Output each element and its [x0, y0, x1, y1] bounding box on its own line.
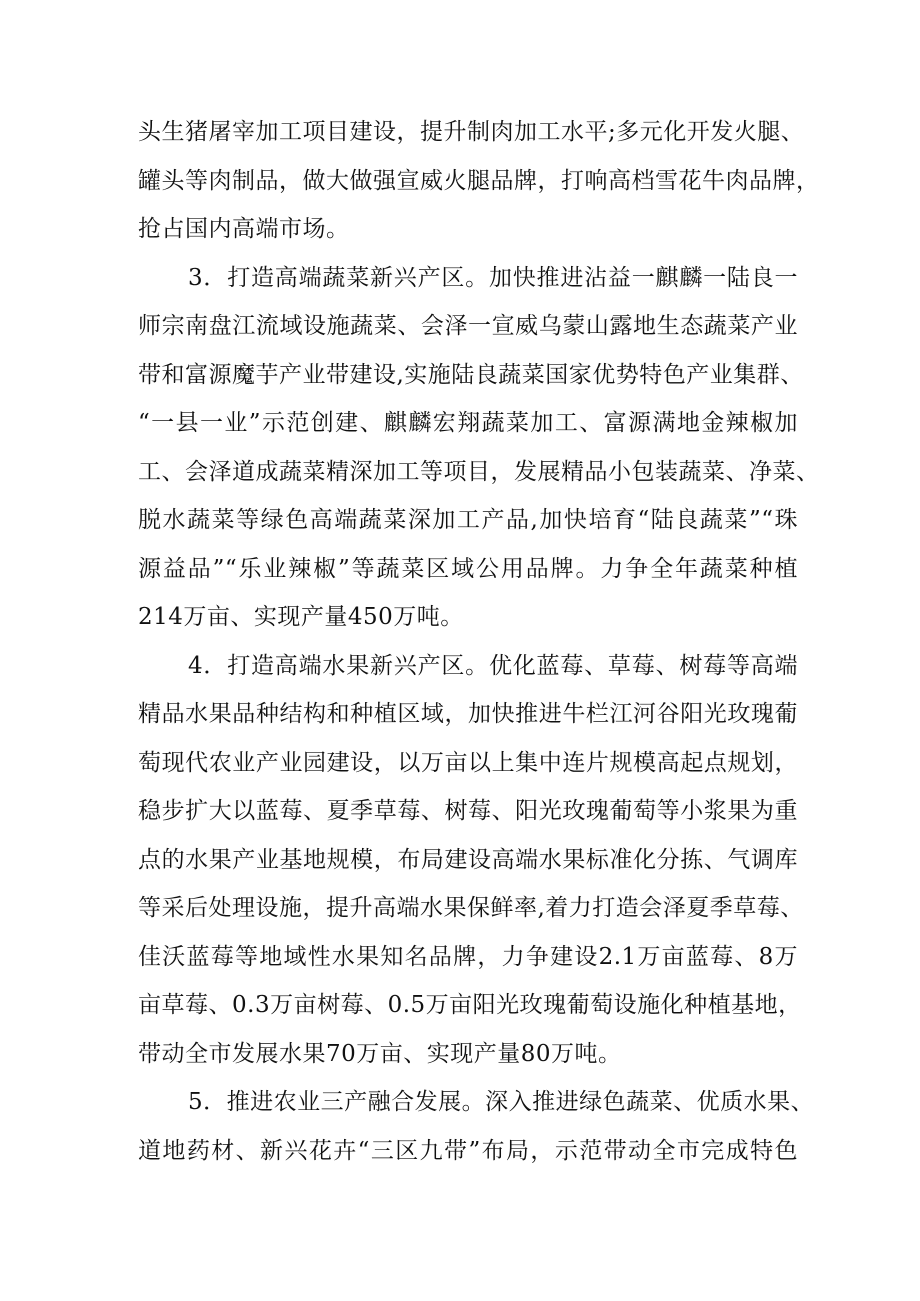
- text-line: 佳沃蓝莓等地域性水果知名品牌，力争建设2.1万亩蓝莓、8万: [138, 944, 798, 970]
- text-line: 道地药材、新兴花卉“三区九带”布局，示范带动全市完成特色: [138, 1138, 798, 1164]
- text-line: 源益品”“乐业辣椒”等蔬菜区域公用品牌。力争全年蔬菜种植: [138, 556, 798, 582]
- text-line: “一县一业”示范创建、麒麟宏翔蔬菜加工、富源满地金辣椒加: [138, 410, 798, 436]
- text-line: 抢占国内高端市场。: [138, 216, 350, 242]
- text-line: 等采后处理设施，提升高端水果保鲜率,着力打造会泽夏季草莓、: [138, 895, 804, 921]
- text-line: 工、会泽道成蔬菜精深加工等项目，发展精品小包装蔬菜、净菜、: [138, 459, 820, 485]
- paragraph-heading-line: 5．推进农业三产融合发展。深入推进绿色蔬菜、优质水果、: [188, 1089, 815, 1115]
- paragraph-heading-line: 4．打造高端水果新兴产区。优化蓝莓、草莓、树莓等高端: [188, 653, 798, 679]
- text-line: 萄现代农业产业园建设，以万亩以上集中连片规模高起点规划，: [138, 750, 798, 776]
- text-line: 罐头等肉制品，做大做强宣威火腿品牌，打响高档雪花牛肉品牌，: [138, 168, 820, 194]
- text-line: 带动全市发展水果70万亩、实现产量80万吨。: [138, 1041, 622, 1067]
- text-line: 稳步扩大以蓝莓、夏季草莓、树莓、阳光玫瑰葡萄等小浆果为重: [138, 798, 798, 824]
- text-line: 亩草莓、0.3万亩树莓、0.5万亩阳光玫瑰葡萄设施化种植基地，: [138, 992, 802, 1018]
- paragraph-heading-line: 3．打造高端蔬菜新兴产区。加快推进沾益一麒麟一陆良一: [188, 265, 798, 291]
- text-line: 带和富源魔芋产业带建设,实施陆良蔬菜国家优势特色产业集群、: [138, 362, 804, 388]
- text-line: 214万亩、实现产量450万吨。: [138, 604, 464, 630]
- text-line: 师宗南盘江流域设施蔬菜、会泽一宣威乌蒙山露地生态蔬菜产业: [138, 313, 798, 339]
- text-line: 头生猪屠宰加工项目建设，提升制肉加工水平;多元化开发火腿、: [138, 119, 805, 145]
- text-line: 脱水蔬菜等绿色高端蔬菜深加工产品,加快培育“陆良蔬菜”“珠: [138, 507, 798, 533]
- text-line: 点的水果产业基地规模，布局建设高端水果标准化分拣、气调库: [138, 847, 798, 873]
- text-line: 精品水果品种结构和种植区域，加快推进牛栏江河谷阳光玫瑰葡: [138, 701, 798, 727]
